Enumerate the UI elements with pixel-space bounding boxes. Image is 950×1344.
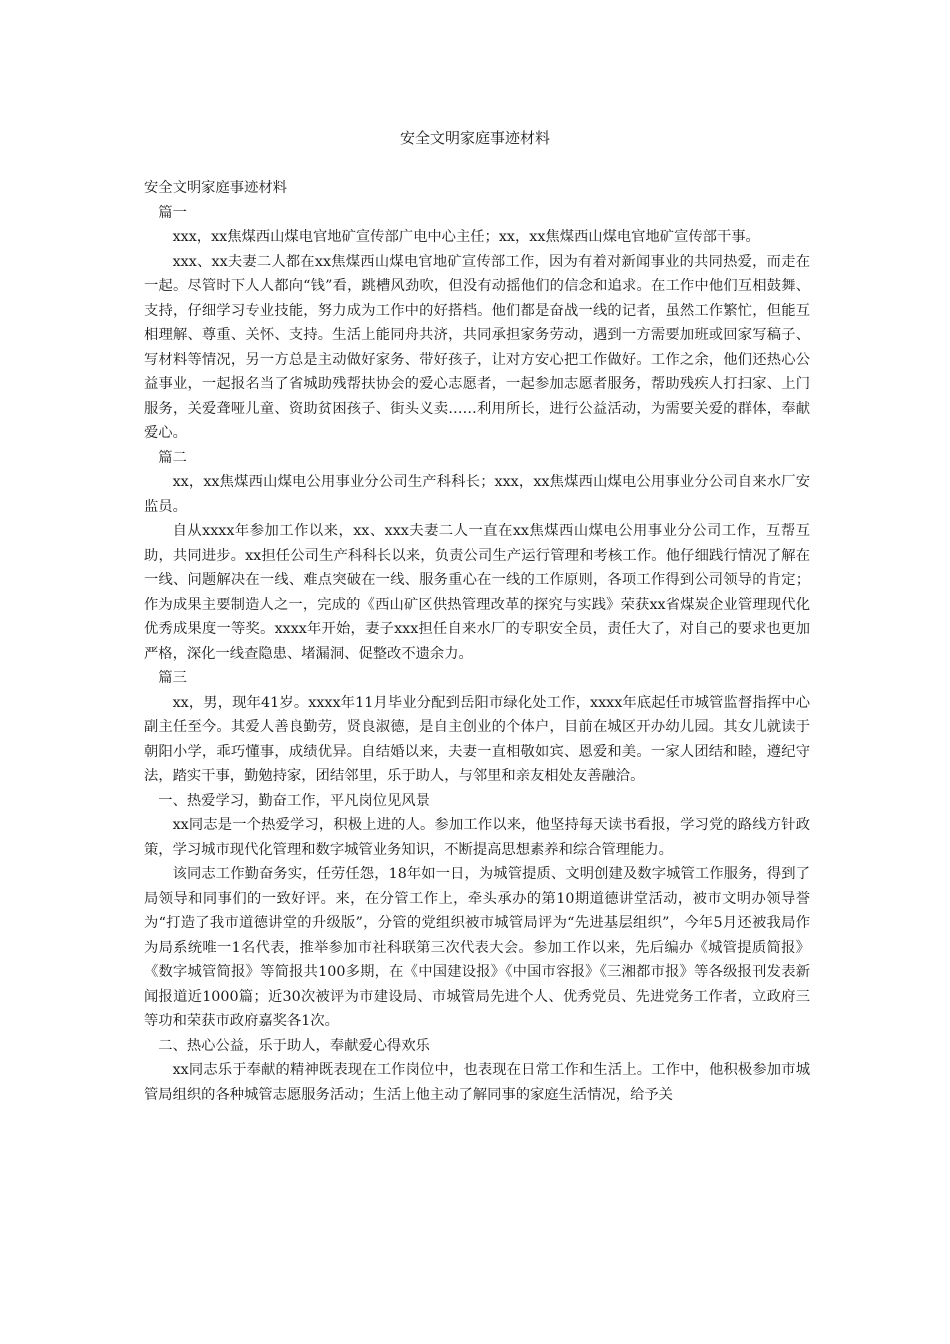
paragraph: 自从xxxx年参加工作以来，xx、xxx夫妻二人一直在xx焦煤西山煤电公用事业分公司工作，互帮互助，共同进步。xx担任公司生产科科长以来，负责公司生产运行管理和考核工作。他仔细践行情况了解在一线、问题解决在一线、难点突破在一线、服务重心在一线的工作原则，各项工作得到公司领导的肯定；作为成果主要制造人之一，完成的《西山矿区供热管理改革的探究与实践》荣获xx省煤炭企业管理现代化优秀成果度一等奖。xxxx年开始，妻子xxx担任自来水厂的专职安全员，责任大了，对自己的要求也更加严格，深化一线查隐患、堵漏洞、促整改不遗余力。: [144, 523, 810, 662]
paragraph: xxx、xx夫妻二人都在xx焦煤西山煤电官地矿宣传部工作，因为有着对新闻事业的共同热爱，而走在一起。尽管时下人人都向“钱”看，跳槽风劲吹，但没有动摇他们的信念和追求。在工作中他们互相鼓舞、支持，仔细学习专业技能，努力成为工作中的好搭档。他们都是奋战一线的记者，虽然工作繁忙，但能互相理解、尊重、关怀、支持。生活上能同舟共济，共同承担家务劳动，遇到一方需要加班或回家写稿子、写材料等情况，另一方总是主动做好家务、带好孩子，让对方安心把工作做好。工作之余，他们还热心公益事业，一起报名当了省城助残帮扶协会的爱心志愿者，一起参加志愿者服务，帮助残疾人打扫家、上门服务，关爱聋哑儿童、资助贫困孩子、街头义卖……利用所长，进行公益活动，为需要关爱的群体，奉献爱心。: [144, 253, 810, 441]
paragraph: xx，xx焦煤西山煤电公用事业分公司生产科科长；xxx，xx焦煤西山煤电公用事业分公司自来水厂安监员。: [144, 474, 810, 515]
paragraph: xxx，xx焦煤西山煤电官地矿宣传部广电中心主任；xx，xx焦煤西山煤电官地矿宣传部干事。: [172, 229, 760, 245]
page-title: 安全文明家庭事迹材料: [399, 129, 550, 147]
section-heading: 篇三: [158, 670, 187, 686]
paragraph: xx同志是一个热爱学习，积极上进的人。参加工作以来，他坚持每天读书看报，学习党的路线方针政策，学习城市现代化管理和数字城管业务知识，不断提高思想素养和综合管理能力。: [144, 817, 810, 858]
paragraph: 安全文明家庭事迹材料: [144, 180, 287, 196]
document-body: [144, 176, 810, 1107]
paragraph: 该同志工作勤奋务实，任劳任怨，18年如一日，为城管提质、文明创建及数字城管工作服务，得到了局领导和同事们的一致好评。来，在分管工作上，牵头承办的第10期道德讲堂活动，被市文明办领导誉为“打造了我市道德讲堂的升级版”，分管的党组织被市城管局评为“先进基层组织”，今年5月还被我局作为局系统唯一1名代表，推举参加市社科联第三次代表大会。参加工作以来，先后编办《城管提质简报》《数字城管简报》等简报共100多期，在《中国建设报》《中国市容报》《三湘都市报》等各级报刊发表新闻报道近1000篇；近30次被评为市建设局、市城管局先进个人、优秀党员、先进党务工作者，立政府三等功和荣获市政府嘉奖各1次。: [144, 866, 810, 1029]
section-heading: 二、热心公益，乐于助人，奉献爱心得欢乐: [158, 1037, 430, 1054]
section-heading: 篇二: [158, 449, 187, 466]
section-heading: 一、热爱学习，勤奋工作，平凡岗位见风景: [158, 792, 430, 809]
section-heading: 篇一: [158, 204, 187, 221]
paragraph: xx，男，现年41岁。xxxx年11月毕业分配到岳阳市绿化处工作，xxxx年底起任市城管监督指挥中心副主任至今。其爱人善良勤劳，贤良淑德，是自主创业的个体户，目前在城区开办幼儿园。其女儿就读于朝阳小学，乖巧懂事，成绩优异。自结婚以来，夫妻一直相敬如宾、恩爱和美。一家人团结和睦，遵纪守法，踏实干事，勤勉持家，团结邻里，乐于助人，与邻里和亲友相处友善融洽。: [144, 694, 810, 784]
paragraph: xx同志乐于奉献的精神既表现在工作岗位中，也表现在日常工作和生活上。工作中，他积极参加市城管局组织的各种城管志愿服务活动；生活上他主动了解同事的家庭生活情况，给予关: [144, 1062, 810, 1103]
